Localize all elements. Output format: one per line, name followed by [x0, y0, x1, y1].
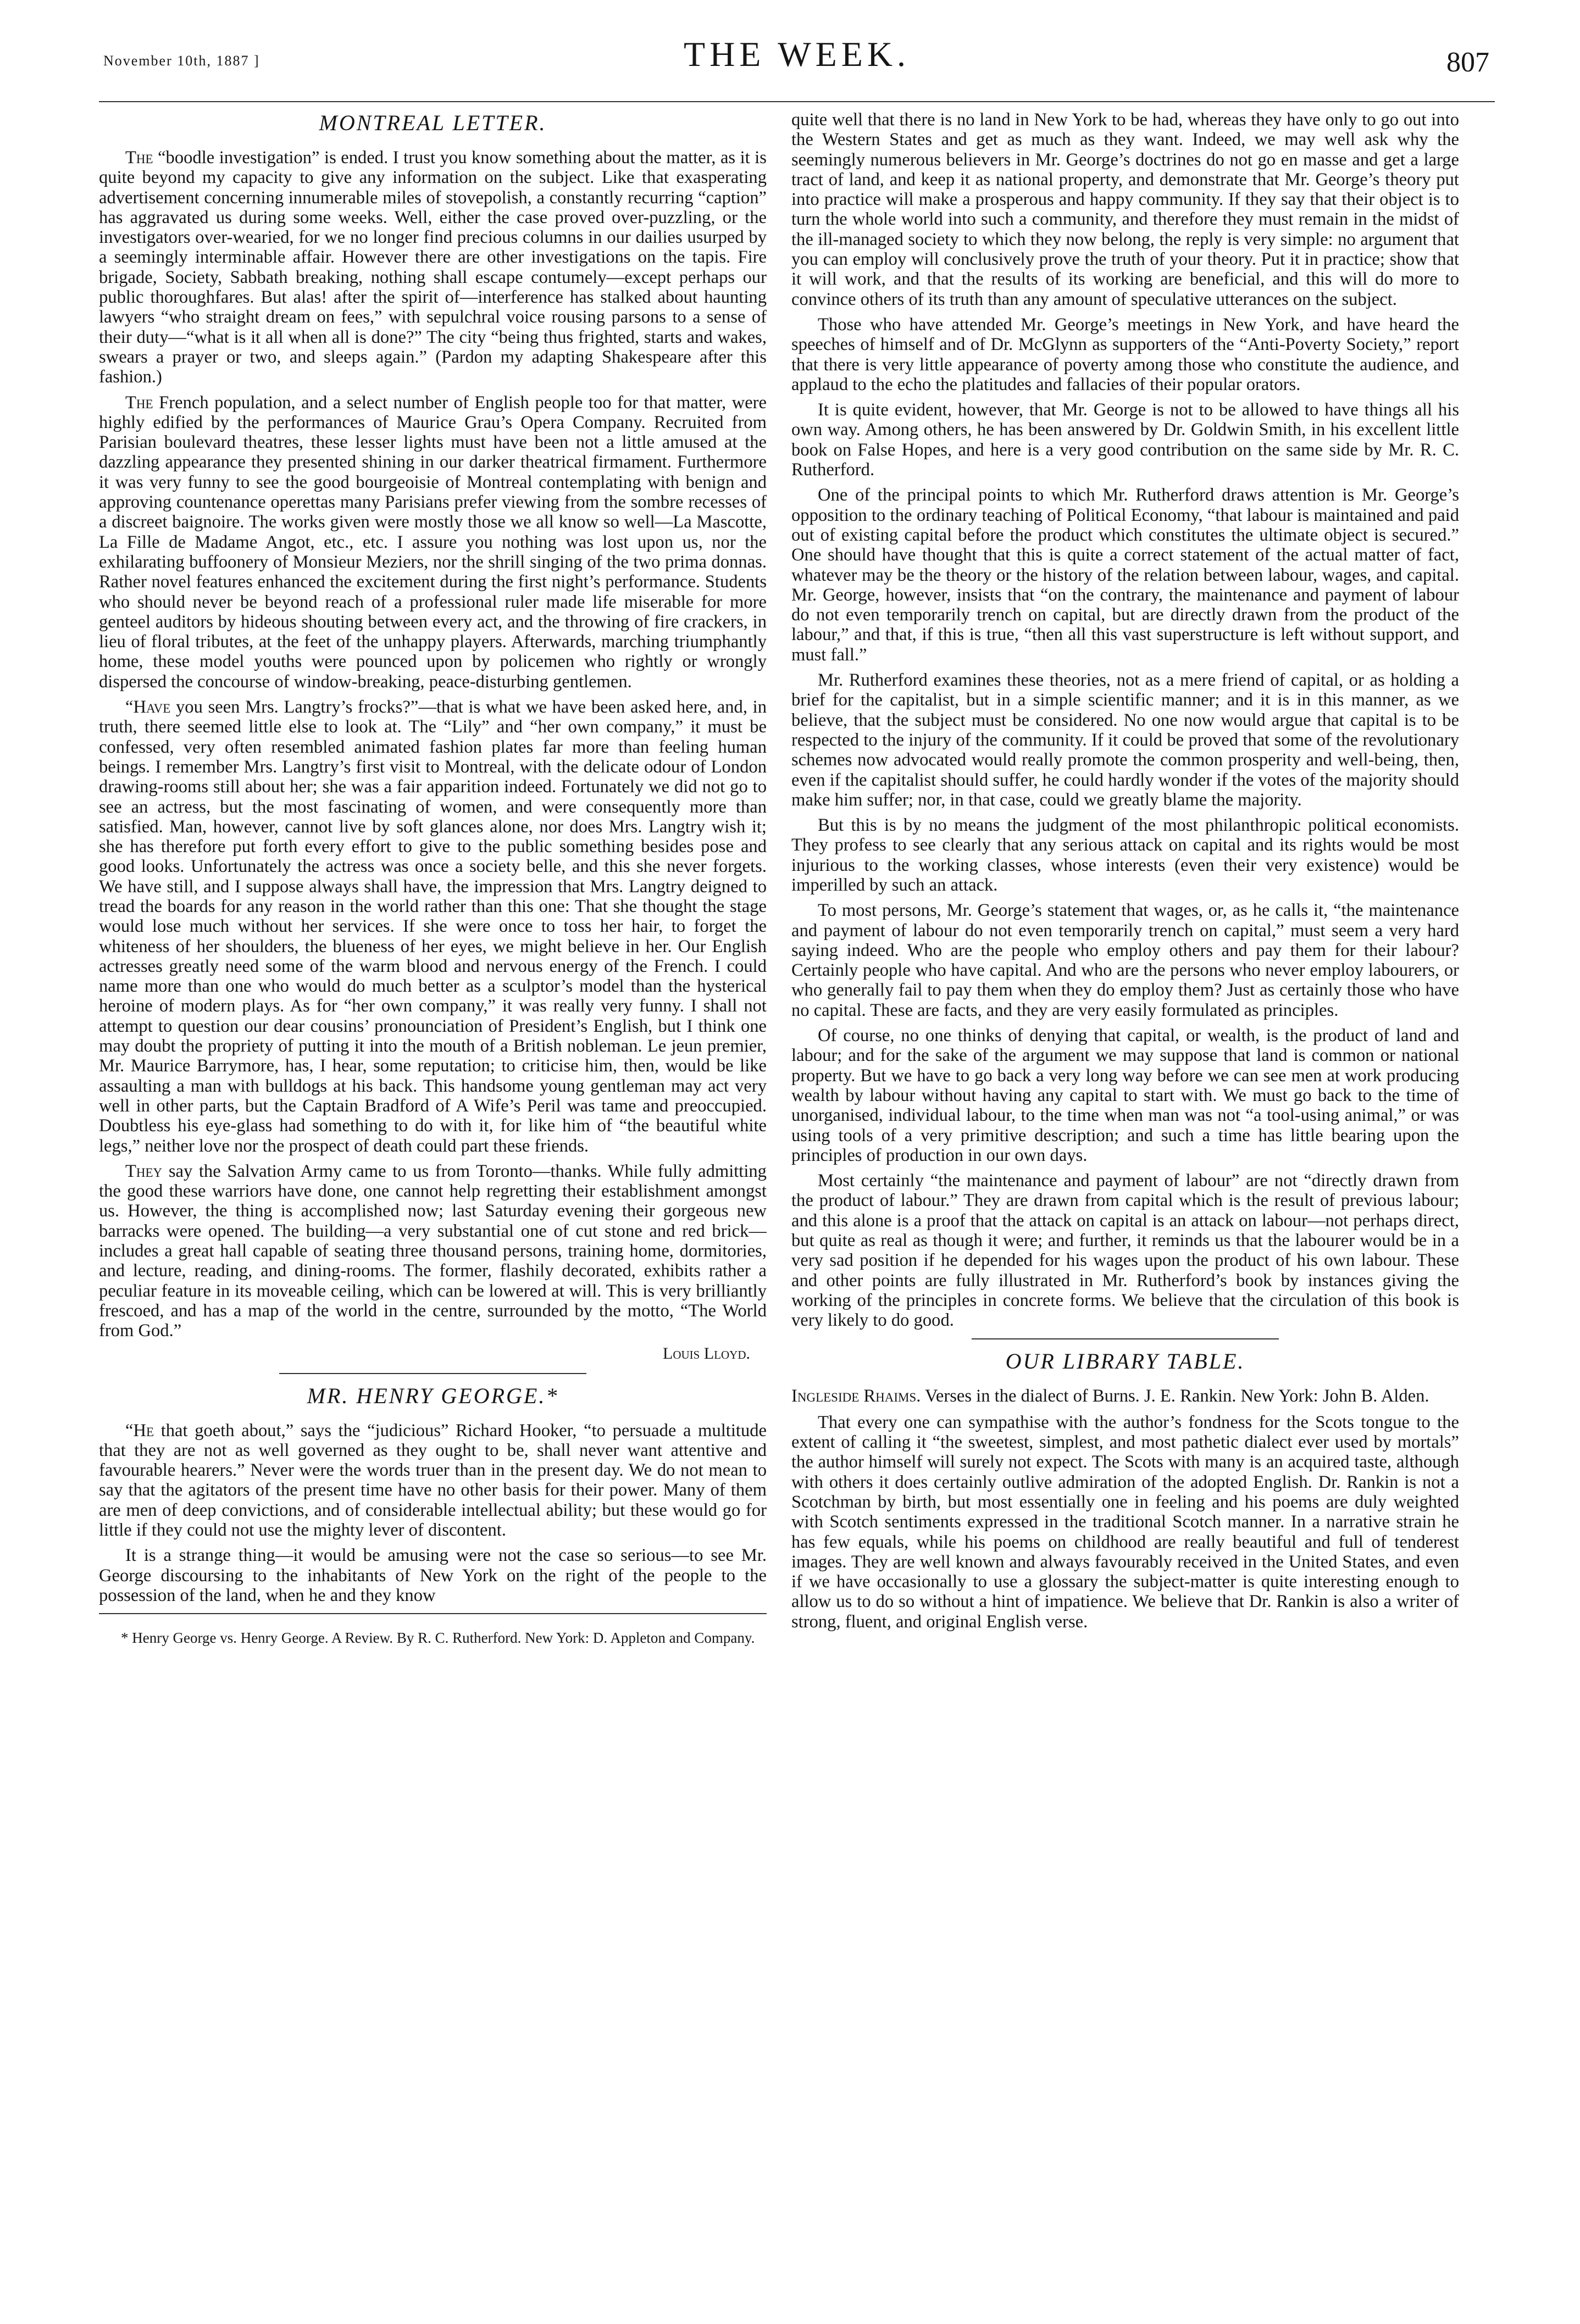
issue-date: November 10th, 1887 ] [103, 53, 260, 69]
paragraph-text: French population, and a select number of English people too for that matter, were highly edified by the performances of Maurice Grau’s Opera Company. Recruited from Parisian boulevard theatres, these lesser lights must have been not a little amused at the dazzling appearance they presented shining in our darker theatrical firmament. Furthermore it was very funny to see the good bourgeoisie of Montreal contemplating with benign and approving countenance operettas many Parisians prefer viewing from the sombre recesses of a discreet baignoire. The works given were mostly those we all know so well—La Mascotte, La Fille de Madame Angot, etc., etc. I assure you nothing was lost upon us, nor the exhilarating buffoonery of Monsieur Meziers, nor the shrill singing of the two prima donnas. Rather novel features enhanced the excitement during the first night’s performance. Students who should never be beyond reach of a professional ruler made life miserable for more genteel auditors by hideous shouting between every act, and the throwing of fire crackers, in lieu of floral tributes, at the feet of the unhappy players. Afterwards, marching triumphantly home, these model youths were pounced upon by policemen who rightly or wrongly dispersed the concourse of window-breaking, peace-disturbing gentlemen. [99, 392, 767, 692]
section-divider [279, 1373, 586, 1374]
article-paragraph [99, 148, 767, 387]
page-number: 807 [1446, 47, 1489, 78]
masthead-title: THE WEEK. [683, 35, 911, 74]
paragraph-lead: The [125, 148, 153, 168]
article-paragraph: One of the principal points to which Mr. Rutherford draws attention is Mr. George’s opposition to the ordinary teaching of Political Economy, “that labour is maintained and paid out of existing capital before the product which constitutes the ultimate object is secured.” One should have thought that this is quite a correct statement of the actual matter of fact, whatever may be the theory or the history of the relation between labour, wages, and capital. Mr. George, however, insists that “on the contrary, the maintenance and payment of labour do not even temporarily trench on capital, but are directly drawn from the product of the labour,” and that, if this is true, “then all this vast superstructure is left without support, and must fall.” [791, 485, 1459, 665]
article-paragraph-continued: quite well that there is no land in New York to be had, whereas they have only to go out into the Western States and get as much as they want. Indeed, we may well ask why the seemingly numerous believers in Mr. George’s doctrines do not go en masse and get a large tract of land, and keep it as national property, and demonstrate that Mr. George’s theory put into practice will make a prosperous and happy community. If they say that their object is to turn the whole world into such a community, and therefore they must remain in the midst of the ill-managed society to which they now belong, the reply is very simple: no argument that you can employ will conclusively prove the truth of your theory. Put it in practice; show that it will work, and that the results of its working are beneficial, and this will do more to convince others of its truth than any amount of speculative utterances on the subject. [791, 110, 1459, 309]
article-paragraph [99, 1161, 767, 1341]
paragraph-lead: They [125, 1161, 163, 1181]
book-title: Ingleside Rhaims. [791, 1386, 921, 1406]
paragraph-text: that goeth about,” says the “judicious” Richard Hooker, “to persuade a multitude that they are not as well governed as they ought to be, shall never want attentive and favourable hearers.” Never were the words truer than in the present day. We do not mean to say that the agitators of the present time have no other basis for their power. Many of them are men of deep convictions, and of considerable intellectual ability; but these would go for little if they could not use the mighty lever of discontent. [99, 1420, 767, 1540]
book-details: Verses in the dialect of Burns. J. E. Rankin. New York: John B. Alden. [924, 1386, 1429, 1406]
article-paragraph [99, 697, 767, 1156]
article-paragraph: It is a strange thing—it would be amusing were not the case so serious—to see Mr. George discoursing to the inhabitants of New York on the right of the people to the possession of the land, when he and they know [99, 1545, 767, 1605]
paragraph-lead: “Have [125, 697, 171, 718]
article-paragraph: Mr. Rutherford examines these theories, not as a mere friend of capital, or as holding a brief for the capitalist, but in a simple scientific manner; and it is in this manner, as we believe, that the subject must be considered. No one now would argue that capital is to be respected to the injury of the community. If it could be proved that some of the revolutionary schemes now advocated would really promote the common prosperity and well-being, then, even if the capitalist should suffer, he could hardly wonder if the votes of the majority should make him suffer; nor, in that case, could we greatly blame the majority. [791, 670, 1459, 810]
article-paragraph [99, 1421, 767, 1541]
paragraph-text: say the Salvation Army came to us from Toronto—thanks. While fully admitting the good these warriors have done, one cannot help regretting their establishment amongst us. However, the thing is accomplished now; last Saturday evening their gorgeous new barracks were opened. The building—a very substantial one of cut stone and red brick—includes a great hall capable of seating three thousand persons, training home, dormitories, and lecture, reading, and dining-rooms. The former, flashily decorated, exhibits rather a peculiar feature in its moveable ceiling, which can be lowered at will. This is very brilliantly frescoed, and has a map of the world in the centre, surrounded by the motto, “The World from God.” [99, 1161, 767, 1341]
section-title-library-table: OUR LIBRARY TABLE. [1005, 1348, 1245, 1374]
author-signature: Louis Lloyd. [663, 1344, 750, 1363]
section-title-henry-george: MR. HENRY GEORGE.* [307, 1383, 559, 1408]
paragraph-text: “boodle investigation” is ended. I trust you know something about the matter, as it is quite beyond my capacity to give any information on the subject. Like that exasperating advertisement concerning innumerable miles of stovepolish, a constantly recurring “caption” has aggravated us during some weeks. Well, either the case proved over-puzzling, or the investigators over-wearied, for we no longer find precious columns in our dailies usurped by a seemingly interminable affair. However there are other investigations on the tapis. Fire brigade, Society, Sabbath breaking, nothing shall escape contumely—except perhaps our public thoroughfares. But alas! after the spirit of—interference has stalked about haunting lawyers “who straight dream on fees,” with sepulchral voice rousing parsons to a sense of their duty—“what is it all when all is done?” The city “being thus frighted, starts and wakes, swears a prayer or two, and sleeps again.” (Pardon my adapting Shakespeare after this fashion.) [99, 148, 767, 387]
article-paragraph: It is quite evident, however, that Mr. George is not to be allowed to have things all his own way. Among others, he has been answered by Dr. Goldwin Smith, in his excellent little book on False Hopes, and here is a very good contribution on the same side by Mr. R. C. Rutherford. [791, 400, 1459, 480]
book-entry [791, 1386, 1459, 1406]
footnote: * Henry George vs. Henry George. A Review. By R. C. Rutherford. New York: D. Appleton and Company. [121, 1630, 755, 1647]
section-title-montreal-letter: MONTREAL LETTER. [319, 110, 547, 135]
article-paragraph: Most certainly “the maintenance and payment of labour” are not “directly drawn from the product of labour.” They are drawn from capital which is the result of previous labour; and this alone is a proof that the attack on capital is an attack on labour—not perhaps direct, but quite as real as though it were; and further, it reminds us that the labourer would be in a very sad position if he depended for his wages upon the product of his own labour. These and other points are fully illustrated in Mr. Rutherford’s book by instances giving the working of the principles in concrete forms. We believe that the circulation of this book is very likely to do good. [791, 1171, 1459, 1331]
section-divider [972, 1338, 1279, 1339]
article-paragraph: Of course, no one thinks of denying that capital, or wealth, is the product of land and labour; and for the sake of the argument we may suppose that land is common or national property. But we have to go back a very long way before we can see men at work producing wealth by labour without having any capital to start with. We must go back to the time of unorganised, individual labour, to the time when man was not “a tool-using animal,” or was using tools of a very primitive description; and such a time has little bearing upon the principles of production in our own days. [791, 1026, 1459, 1165]
article-paragraph: That every one can sympathise with the author’s fondness for the Scots tongue to the extent of calling it “the sweetest, simplest, and most pathetic dialect ever used by mortals” the author himself will surely not expect. The Scots with many is an acquired taste, although with others it does certainly outlive admiration of the adopted English. Dr. Rankin is not a Scotchman by birth, but most essentially one in feeling and his poems are duly weighted with Scotch sentiments expressed in the traditional Scotch manner. In a narrative strain he has few equals, while his poems on childhood are really beautiful and full of tenderest images. They are well known and always favourably received in the United States, and even if we have occasionally to use a glossary the subject-matter is quite interesting enough to allow us to do so without a hint of impatience. We believe that Dr. Rankin is also a writer of strong, fluent, and original English verse. [791, 1412, 1459, 1632]
page-header [99, 19, 1495, 102]
paragraph-lead: The [125, 392, 153, 413]
article-paragraph: To most persons, Mr. George’s statement that wages, or, as he calls it, “the maintenance and payment of labour do not even temporarily trench on capital,” must seem a very hard saying indeed. Who are the people who employ others and pay them for their labour? Certainly people who have capital. And who are the persons who never employ labourers, or who generally fail to pay them when they do employ them? Just as certainly those who have no capital. These are facts, and they are very easily formulated as principles. [791, 900, 1459, 1020]
left-column [99, 110, 767, 2286]
article-paragraph: Those who have attended Mr. George’s meetings in New York, and have heard the speeches of himself and of Dr. McGlynn as supporters of the “Anti-Poverty Society,” report that there is very little appearance of poverty among those who constitute the audience, and applaud to the echo the platitudes and fallacies of their popular orators. [791, 314, 1459, 394]
paragraph-lead: “He [125, 1420, 154, 1441]
article-paragraph: But this is by no means the judgment of the most philanthropic political economists. They profess to see clearly that any serious attack on capital and its rights would be most injurious to the working classes, whose interests (even their very existence) would be imperilled by such an attack. [791, 815, 1459, 895]
article-paragraph [99, 393, 767, 692]
right-column [791, 110, 1459, 2286]
footnote-divider [99, 1613, 767, 1614]
paragraph-text: you seen Mrs. Langtry’s frocks?”—that is what we have been asked here, and, in truth, there seemed little else to look at. The “Lily” and “her own company,” it must be confessed, very often resembled animated fashion plates far more than feeling human beings. I remember Mrs. Langtry’s first visit to Montreal, with the delicate odour of London drawing-rooms still about her; she was a fair apparition indeed. Fortunately we did not go to see an actress, but the most fascinating of women, and were consequently more than satisfied. Man, however, cannot live by soft glances alone, nor does Mrs. Langtry wish it; she has therefore put forth every effort to give to the public something besides pose and good looks. Unfortunately the actress was once a society belle, and this she never forgets. We have still, and I suppose always shall have, the impression that Mrs. Langtry deigned to tread the boards for any reason in the world rather than this one: That she thought the stage would lose much without her services. If she were once to toss her hair, to forget the whiteness of her shoulders, the blueness of her eyes, we might believe in her. Our English actresses greatly need some of the warm blood and nervous energy of the French. I could name more than one who would do much better as a sculptor’s model than the hysterical heroine of modern plays. As for “her own company,” it was really very funny. I shall not attempt to question our dear cousins’ pronounciation of President’s English, but I think one may doubt the propriety of putting it into the mouth of a British nobleman. Le jeun premier, Mr. Maurice Barrymore, has, I hear, some reputation; to criticise him, then, would be like assaulting a man with bulldogs at his back. This handsome young gentleman may act very well in other parts, but the Captain Bradford of A Wife’s Peril was tame and preoccupied. Doubtless his eye-glass had something to do with it, for like him of “the beautiful white legs,” neither love nor the prospect of death could part these friends. [99, 697, 767, 1156]
